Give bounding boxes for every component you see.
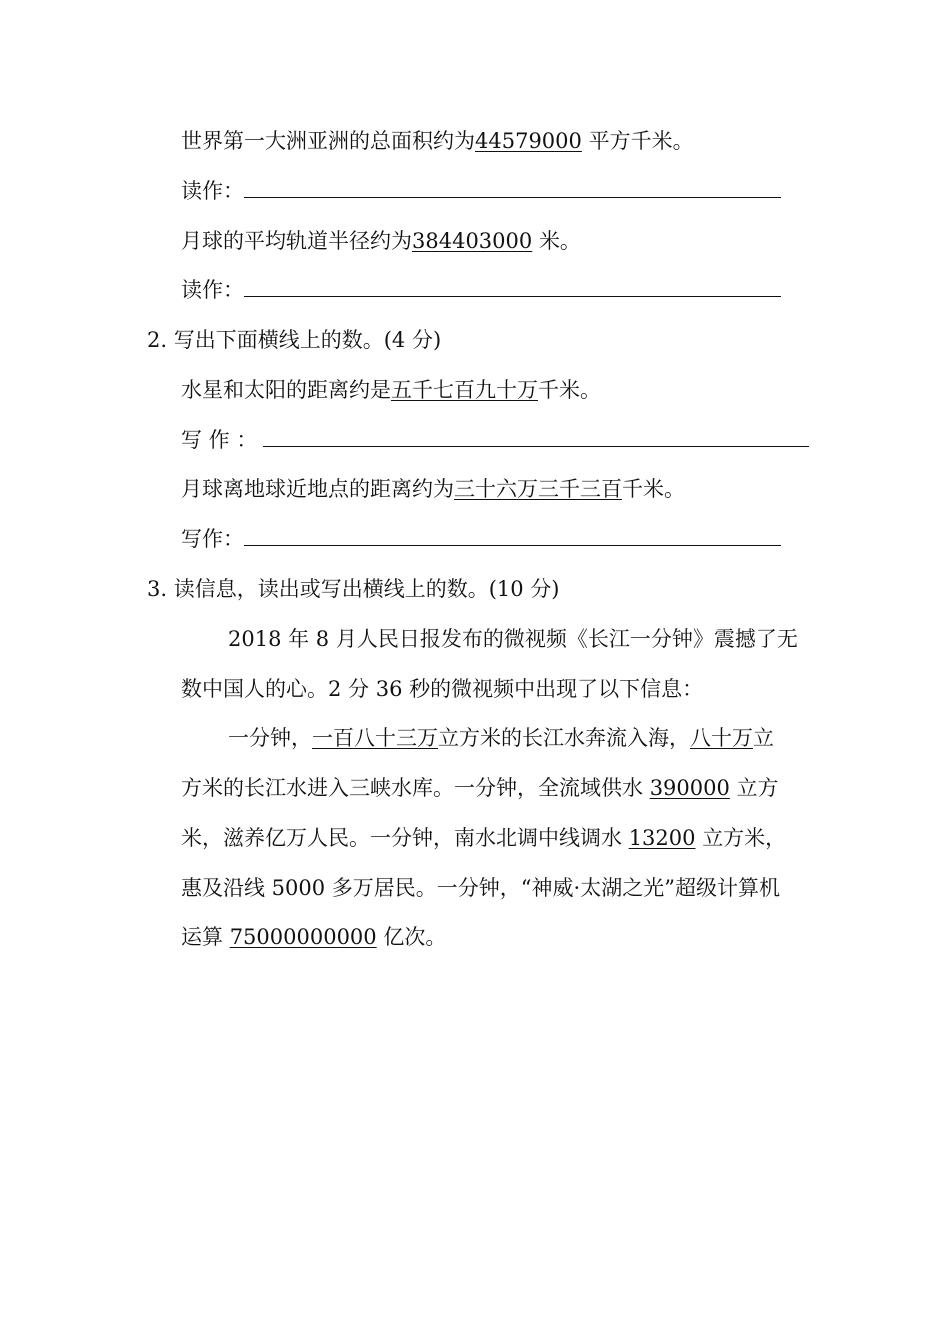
answer-blank-q2-2[interactable] <box>244 525 781 546</box>
q3-text: 运算 <box>181 925 223 949</box>
q3-paragraph-2-line-1 <box>228 724 774 752</box>
answer-blank-q1-1[interactable] <box>244 177 781 198</box>
read-label: 读作： <box>181 179 244 203</box>
q3-text: 立方米， <box>702 826 787 850</box>
read-label: 读作： <box>181 278 244 302</box>
q2-s1-words: 五千七百九十万 <box>391 378 538 402</box>
q3-paragraph-1-line-2: 数中国人的心。2 分 36 秒的微视频中出现了以下信息： <box>181 677 704 701</box>
q3-text: 米，滋养亿万人民。一分钟，南水北调中线调水 <box>181 826 622 850</box>
q1-sentence-1 <box>181 127 694 155</box>
q2-s2-unit: 千米。 <box>622 477 685 501</box>
q3-words-2: 八十万 <box>690 726 753 750</box>
q3-text: 立方 <box>736 776 779 800</box>
q3-text: 立方米的长江水奔流入海， <box>438 726 690 750</box>
q2-s2-text: 月球离地球近地点的距离约为 <box>181 477 454 501</box>
q3-paragraph-2-line-3 <box>181 824 786 852</box>
q3-paragraph-2-line-2 <box>181 774 779 802</box>
q1-s1-unit: 平方千米。 <box>588 129 694 153</box>
q2-sentence-1 <box>181 376 601 404</box>
q1-s2-number: 384403000 <box>412 229 533 253</box>
q1-s2-text: 月球的平均轨道半径约为 <box>181 229 412 253</box>
q2-write-row-2 <box>181 525 781 553</box>
write-label: 写 作 ： <box>181 428 258 452</box>
q3-paragraph-2-line-5 <box>181 923 446 951</box>
write-label: 写作： <box>181 527 244 551</box>
q3-text: 亿次。 <box>383 925 447 949</box>
q2-write-row-1 <box>181 426 809 454</box>
q1-s1-text: 世界第一大洲亚洲的总面积约为 <box>181 129 475 153</box>
q1-sentence-2 <box>181 227 581 255</box>
q3-text: 方米的长江水进入三峡水库。一分钟，全流域供水 <box>181 776 643 800</box>
q2-s2-words: 三十六万三千三百 <box>454 477 622 501</box>
q3-number-1: 390000 <box>649 776 730 800</box>
answer-blank-q1-2[interactable] <box>244 276 781 297</box>
q1-s2-unit: 米。 <box>538 229 581 253</box>
q3-number-2: 13200 <box>628 826 696 850</box>
q3-text: 立 <box>753 726 774 750</box>
q3-heading: 3. 读信息，读出或写出横线上的数。(10 分) <box>147 577 560 601</box>
q3-text: 一分钟， <box>228 726 312 750</box>
q1-read-row-2 <box>181 276 781 304</box>
q2-sentence-2 <box>181 475 685 503</box>
q2-heading: 2. 写出下面横线上的数。(4 分) <box>147 328 442 352</box>
answer-blank-q2-1[interactable] <box>263 426 809 447</box>
q2-s1-text: 水星和太阳的距离约是 <box>181 378 391 402</box>
q3-number-3: 75000000000 <box>229 925 377 949</box>
q3-words-1: 一百八十三万 <box>312 726 438 750</box>
q3-paragraph-1-line-1: 2018 年 8 月人民日报发布的微视频《长江一分钟》震撼了无 <box>228 627 798 651</box>
q1-s1-number: 44579000 <box>475 129 582 153</box>
q1-read-row-1 <box>181 177 781 205</box>
q2-s1-unit: 千米。 <box>538 378 601 402</box>
q3-paragraph-2-line-4: 惠及沿线 5000 多万居民。一分钟，“神威·太湖之光”超级计算机 <box>181 876 780 900</box>
